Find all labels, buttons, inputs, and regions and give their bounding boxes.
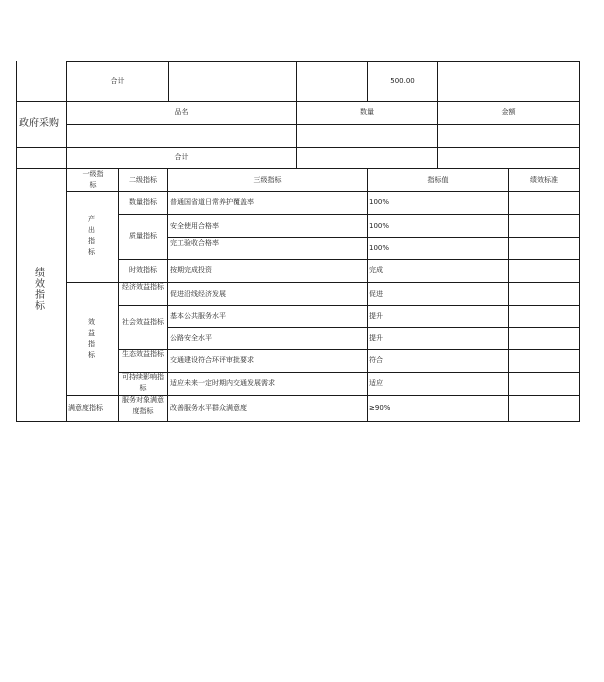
economic-value: 促进 bbox=[369, 290, 383, 298]
social-label: 社会效益指标 bbox=[122, 318, 164, 326]
economic-label: 经济效益指标 bbox=[122, 283, 164, 291]
header-standard: 绩效标准 bbox=[530, 176, 558, 184]
grid-line bbox=[119, 259, 580, 260]
grid-line bbox=[67, 124, 580, 125]
header-level2: 二级指标 bbox=[129, 176, 157, 184]
benefit-label: 效益指标 bbox=[88, 318, 95, 359]
grid-line bbox=[119, 305, 580, 306]
grid-line bbox=[16, 61, 17, 422]
eco-value: 符合 bbox=[369, 356, 383, 364]
grid-line bbox=[66, 61, 580, 62]
header-value: 指标值 bbox=[427, 176, 449, 184]
grid-line bbox=[296, 61, 297, 101]
quantity-item: 普通国省道日常养护覆盖率 bbox=[170, 198, 254, 206]
eco-item: 交通建设符合环评审批要求 bbox=[170, 356, 254, 364]
quality-item-1: 安全使用合格率 bbox=[170, 222, 219, 230]
grid-line bbox=[508, 168, 509, 422]
header-level3: 三级指标 bbox=[253, 176, 282, 184]
satisfaction-sub-label: 服务对象满意度指标 bbox=[122, 396, 164, 415]
grid-line bbox=[367, 168, 368, 422]
quantity-value: 100% bbox=[369, 198, 390, 206]
quality-item-2: 完工验收合格率 bbox=[170, 239, 219, 247]
sustain-value: 适应 bbox=[369, 379, 383, 387]
performance-section-label: 绩效指标 bbox=[35, 268, 45, 312]
time-value: 完成 bbox=[369, 266, 383, 274]
grid-line bbox=[167, 168, 168, 422]
budget-total-amount: 500.00 bbox=[390, 77, 415, 85]
social-item-2: 公路安全水平 bbox=[170, 334, 212, 342]
time-item: 按期完成投资 bbox=[170, 266, 212, 274]
quality-value-2: 100% bbox=[369, 244, 390, 252]
social-item-1: 基本公共服务水平 bbox=[170, 312, 226, 320]
satisfaction-label: 满意度指标 bbox=[68, 404, 103, 412]
grid-line bbox=[17, 101, 580, 102]
sustain-item: 适应未来一定时期内交通发展需求 bbox=[170, 379, 275, 387]
grid-line bbox=[168, 61, 169, 101]
grid-line bbox=[17, 421, 580, 422]
quality-value-1: 100% bbox=[369, 222, 390, 230]
grid-line bbox=[67, 191, 580, 192]
grid-line bbox=[168, 237, 580, 238]
grid-line bbox=[437, 61, 438, 101]
procurement-section-label: 政府采购 bbox=[19, 118, 59, 129]
economic-item: 促进沿线经济发展 bbox=[170, 290, 226, 298]
procurement-col-qty: 数量 bbox=[360, 108, 374, 116]
social-value-1: 提升 bbox=[369, 312, 383, 320]
grid-line bbox=[168, 327, 580, 328]
procurement-col-name: 品名 bbox=[174, 108, 189, 116]
grid-line bbox=[17, 147, 580, 148]
grid-line bbox=[119, 372, 580, 373]
social-value-2: 提升 bbox=[369, 334, 383, 342]
output-label: 产出指标 bbox=[88, 215, 95, 256]
sustain-label: 可持续影响指标 bbox=[122, 373, 164, 392]
quality-label: 质量指标 bbox=[129, 232, 157, 240]
grid-line bbox=[579, 61, 580, 422]
budget-total-label: 合计 bbox=[110, 77, 125, 85]
satisfaction-value: ≥90% bbox=[369, 404, 391, 412]
procurement-total-label: 合计 bbox=[174, 153, 189, 161]
grid-line bbox=[66, 101, 67, 422]
quantity-label: 数量指标 bbox=[129, 198, 157, 206]
procurement-col-amount: 金额 bbox=[501, 108, 516, 116]
grid-line bbox=[119, 214, 580, 215]
grid-line bbox=[119, 349, 580, 350]
header-level1: 一级指标 bbox=[82, 170, 104, 189]
satisfaction-item: 改善服务水平群众满意度 bbox=[170, 404, 247, 412]
eco-label: 生态效益指标 bbox=[122, 350, 164, 358]
time-label: 时效指标 bbox=[129, 266, 157, 274]
